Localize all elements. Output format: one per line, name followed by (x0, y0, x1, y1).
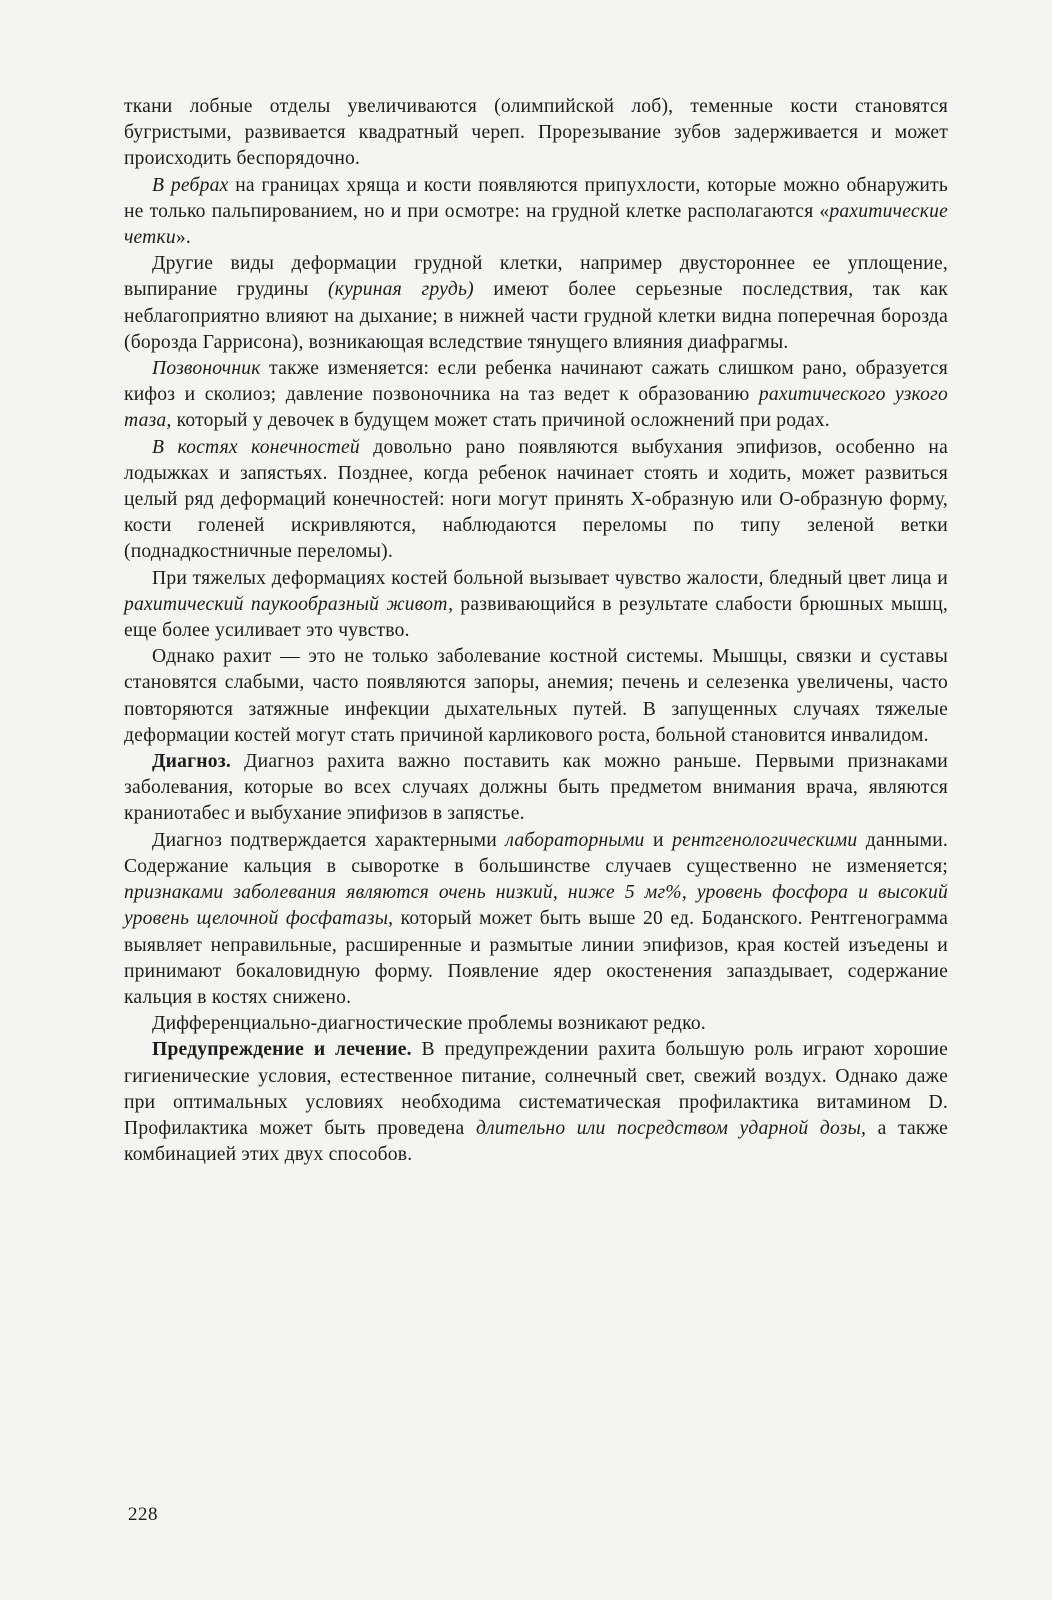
section-heading: Предупреждение и лечение. (152, 1039, 412, 1061)
paragraph: При тяжелых деформациях костей больной вызывает чувство жалости, бледный цвет лица и рахитический паукообразный живот, развивающийся в результате слабости брюшных мышц, еще более усиливает это чувство. (124, 567, 948, 642)
body-text (124, 94, 948, 1168)
paragraph: Дифференциально-диагностические проблемы возникают редко. (152, 1013, 706, 1035)
italic-term: В ребрах (152, 174, 229, 196)
page-number: 228 (128, 1504, 158, 1525)
paragraph: Диагноз подтверждается характерными лабораторными и рентгенологическими данными. Содержание кальция в сыворотке в большинстве случаев существенно не изменяется; признаками заболевания являются очень низкий, ниже 5 мг%, уровень фосфора и высокий уровень щелочной фосфатазы, который может быть выше 20 ед. Боданского. Рентгенограмма выявляет неправильные, расширенные и размытые линии эпифизов, края костей изъедены и принимают бокаловидную форму. Появление ядер окостенения запаздывает, содержание кальция в костях снижено. (124, 829, 948, 1008)
italic-term: рентгенологическими (672, 829, 858, 851)
italic-term: (куриная грудь) (328, 279, 474, 301)
section-heading: Диагноз. (152, 751, 231, 773)
paragraph: Позвоночник также изменяется: если ребенка начинают сажать слишком рано, образуется кифоз и сколиоз; давление позвоночника на таз ведет к образованию рахитического узкого таза, который у девочек в будущем может стать причиной осложнений при родах. (124, 358, 948, 432)
italic-term: рахитического узкого таза, (124, 384, 948, 432)
italic-term: В костях конечностей (152, 436, 360, 458)
paragraph: В костях конечностей довольно рано появляются выбухания эпифизов, особенно на лодыжках и запястьях. Позднее, когда ребенок начинает стоять и ходить, может развиться целый ряд деформаций конечностей: ноги могут принять X-образную или O-образную форму, кости голеней искривляются, наблюдаются переломы по типу зеленой ветки (поднадкостничные переломы). (124, 436, 949, 563)
paragraph: Однако рахит — это не только заболевание костной системы. Мышцы, связки и суставы становятся слабыми, часто появляются запоры, анемия; печень и селезенка увеличены, часто повторяются затяжные инфекции дыхательных путей. В запущенных случаях тяжелые деформации костей могут стать причиной карликового роста, больной становится инвалидом. (124, 646, 948, 746)
paragraph: Предупреждение и лечение. В предупреждении рахита большую роль играют хорошие гигиенические условия, естественное питание, солнечный свет, свежий воздух. Однако даже при оптимальных условиях необходима систематическая профилактика витамином D. Профилактика может быть проведена длительно или посредством ударной дозы, а также комбинацией этих двух способов. (124, 1039, 949, 1166)
italic-term: лабораторными (505, 829, 645, 851)
italic-term: признаками заболевания являются очень низкий, ниже 5 мг%, уровень фосфора и высокий уровень щелочной фосфатазы, (124, 882, 948, 930)
paragraph: Другие виды деформации грудной клетки, например двустороннее ее уплощение, выпирание грудины (куриная грудь) имеют более серьезные последствия, так как неблагоприятно влияют на дыхание; в нижней части грудной клетки видна поперечная борозда (борозда Гаррисона), возникающая вследствие тянущего влияния диафрагмы. (124, 253, 948, 353)
paragraph: В ребрах на границах хряща и кости появляются припухлости, которые можно обнаружить не только пальпированием, но и при осмотре: на грудной клетке располагаются «рахитические четки». (124, 174, 949, 249)
paragraph: ткани лобные отделы увеличиваются (олимпийской лоб), теменные кости становятся бугристыми, развивается квадратный череп. Прорезывание зубов задерживается и может происходить беспорядочно. (124, 96, 948, 170)
italic-term: рахитический паукообразный живот, (124, 593, 454, 615)
italic-term: рахитические четки (124, 200, 948, 249)
italic-term: длительно или посредством ударной дозы, (475, 1117, 867, 1139)
paragraph: Диагноз. Диагноз рахита важно поставить как можно раньше. Первыми признаками заболевания, которые во всех случаях должны быть предметом внимания врача, являются краниотабес и выбухание эпифизов в запястье. (124, 751, 948, 825)
italic-term: Позвоночник (152, 358, 261, 380)
